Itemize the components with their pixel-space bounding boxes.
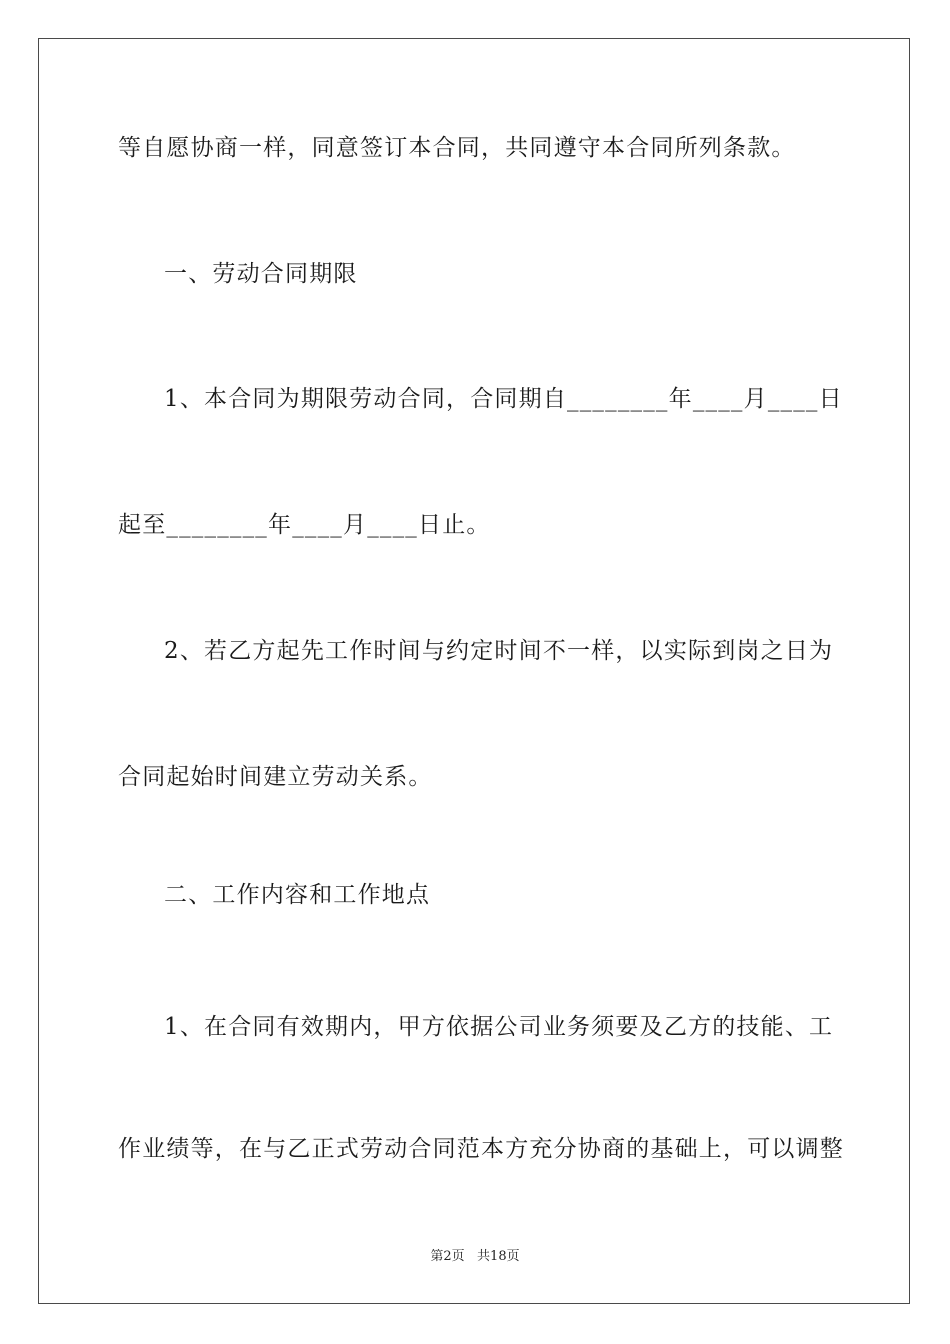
paragraph-line: 作业绩等，在与乙正式劳动合同范本方充分协商的基础上，可以调整 [118, 1136, 844, 1162]
paragraph-line: 等自愿协商一样，同意签订本合同，共同遵守本合同所列条款。 [118, 135, 796, 161]
section-heading: 一、劳动合同期限 [164, 261, 358, 287]
paragraph-line: 起至________年____月____日止。 [118, 512, 491, 538]
paragraph-line: 1、在合同有效期内，甲方依据公司业务须要及乙方的技能、工 [164, 1014, 834, 1040]
paragraph-line: 2、若乙方起先工作时间与约定时间不一样，以实际到岗之日为 [164, 638, 834, 664]
page-number-footer: 第2页 共18页 [430, 1249, 520, 1264]
paragraph-line: 1、本合同为期限劳动合同，合同期自________年____月____日 [164, 386, 843, 412]
paragraph-line: 合同起始时间建立劳动关系。 [118, 764, 433, 790]
section-heading: 二、工作内容和工作地点 [164, 882, 431, 908]
page-border [38, 38, 910, 1304]
